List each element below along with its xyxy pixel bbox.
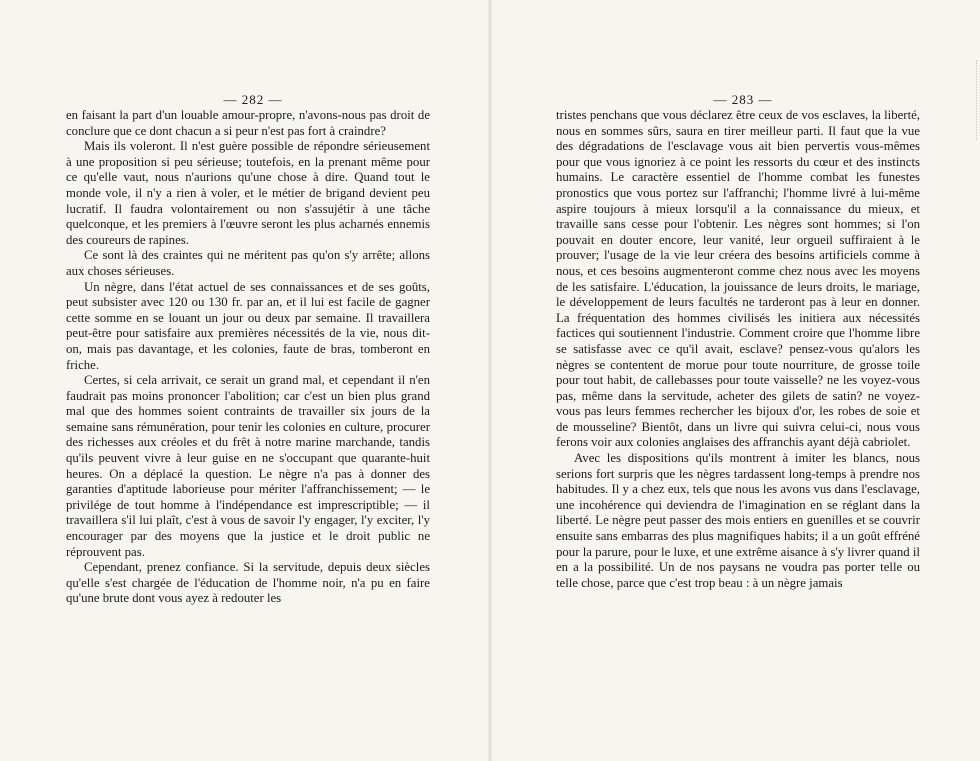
paragraph: en faisant la part d'un louable amour-propre, n'avons-nous pas droit de conclure que ce dont chacun a si peur n'est pas fort à craindre? <box>66 108 430 138</box>
paragraph: Cependant, prenez confiance. Si la servitude, depuis deux siècles qu'elle s'est chargée de l'éducation de l'homme noir, n'a pu en faire qu'une brute dont vous ayez à redouter les <box>66 560 430 606</box>
right-page <box>490 0 980 761</box>
left-page-number: — 282 — <box>223 92 283 107</box>
page-edge <box>973 60 977 140</box>
paragraph: Un nègre, dans l'état actuel de ses connaissances et de ses goûts, peut subsister avec 120 ou 130 fr. par an, et il lui est facile de gagner cette somme en se louant un jour ou deux par semaine. Il travaillera peut-être pour satisfaire aux premières nécessités de la vie, nous dit-on, mais pas davantage, et les colonies, faute de bras, tomberont en friche. <box>66 279 430 372</box>
paragraph: tristes penchans que vous déclarez être ceux de vos esclaves, la liberté, nous en sommes sûrs, saura en tirer meilleur parti. Il faut que la vue des dégradations de l'esclavage vous ait bien pervertis vous-mêmes pour que vous ignoriez à ce point les ressorts du cœur et des instincts humains. Le caractère essentiel de l'homme combat les funestes pronostics que vous portez sur l'affranchi; l'homme livré à lui-même aspire toujours à mieux lorsqu'il a la connaissance du mieux, et travaille sans cesse pour l'obtenir. Les nègres sont hommes; si l'on pouvait en douter encore, leur vanité, leur orgueil suffiraient à le prouver; l'usage de la vie leur créera des besoins artificiels comme à nous, et ces besoins augmenteront comme chez nous avec les moyens de les satisfaire. L'éducation, la jouissance de leurs droits, le mariage, le développement de leurs facultés ne tarderont pas à leur en donner. La fréquentation des hommes civilisés les initiera aux nécessités factices qui soutiennent l'industrie. Comment croire que l'homme libre se satisfasse avec ce qu'il avait, esclave? pensez-vous qu'alors les nègres se contentent de morue pour toute nourriture, de grosse toile pour tout habit, de callebasses pour toute vaisselle? ne les voyez-vous pas, même dans la servitude, acheter des gilets de satin? ne voyez-vous pas leurs femmes rechercher les bijoux d'or, les robes de soie et de mousseline? Bientôt, dans un livre qui suivra celui-ci, nous vous ferons voir aux colonies anglaises des affranchis ayant déjà cabriolet. <box>556 108 920 450</box>
right-page-number: — 283 — <box>713 92 773 107</box>
right-page-text <box>556 108 920 591</box>
paragraph: Mais ils voleront. Il n'est guère possible de répondre sérieusement à une proposition si peu sérieuse; toutefois, en la prenant même pour ce qu'elle vaut, nous n'aurions qu'une chose à dire. Quand tout le monde vole, il n'y a rien à voler, et le métier de brigand devient peu lucratif. Il faudra volontairement ou non s'assujétir à une tâche quelconque, et les premiers à l'œuvre seront les plus acharnés ennemis des coureurs de rapines. <box>66 139 430 247</box>
paragraph: Avec les dispositions qu'ils montrent à imiter les blancs, nous serions fort surpris que les nègres tardassent long-temps à prendre nos habitudes. Il y a chez eux, tels que nous les avons vus dans l'esclavage, une incohérence qui deviendra de l'imagination en se réglant dans la liberté. Le nègre peut passer des mois entiers en guenilles et se couvrir ensuite sans embarras des plus magnifiques habits; il a un goût effréné pour la parure, pour le luxe, et une extrême aisance à s'y livrer quand il en a la possibilité. Un de nos paysans ne voudra pas porter telle ou telle chose, parce que c'est trop beau : à un nègre jamais <box>556 451 920 590</box>
paragraph: Ce sont là des craintes qui ne méritent pas qu'on s'y arrête; allons aux choses sérieuses. <box>66 248 430 278</box>
paragraph: Certes, si cela arrivait, ce serait un grand mal, et cependant il n'en faudrait pas moins prononcer l'abolition; car c'est un bien plus grand mal que des hommes soient contraints de travailler six jours de la semaine sans rémunération, pour tenir les colonies en culture, procurer des richesses aux créoles et du frêt à notre marine marchande, tandis qu'ils peuvent vivre à leur guise en ne s'occupant que quarante-huit heures. On a déplacé la question. Le nègre n'a pas à donner des garanties d'aptitude laborieuse pour mériter l'affranchissement; — le privilége de tout homme à l'indépendance est imprescriptible; — il travaillera s'il lui plaît, c'est à vous de savoir l'y engager, l'y exciter, l'y encourager par des moyens que la justice et le droit public ne réprouvent pas. <box>66 373 430 559</box>
left-page-text <box>66 108 430 607</box>
